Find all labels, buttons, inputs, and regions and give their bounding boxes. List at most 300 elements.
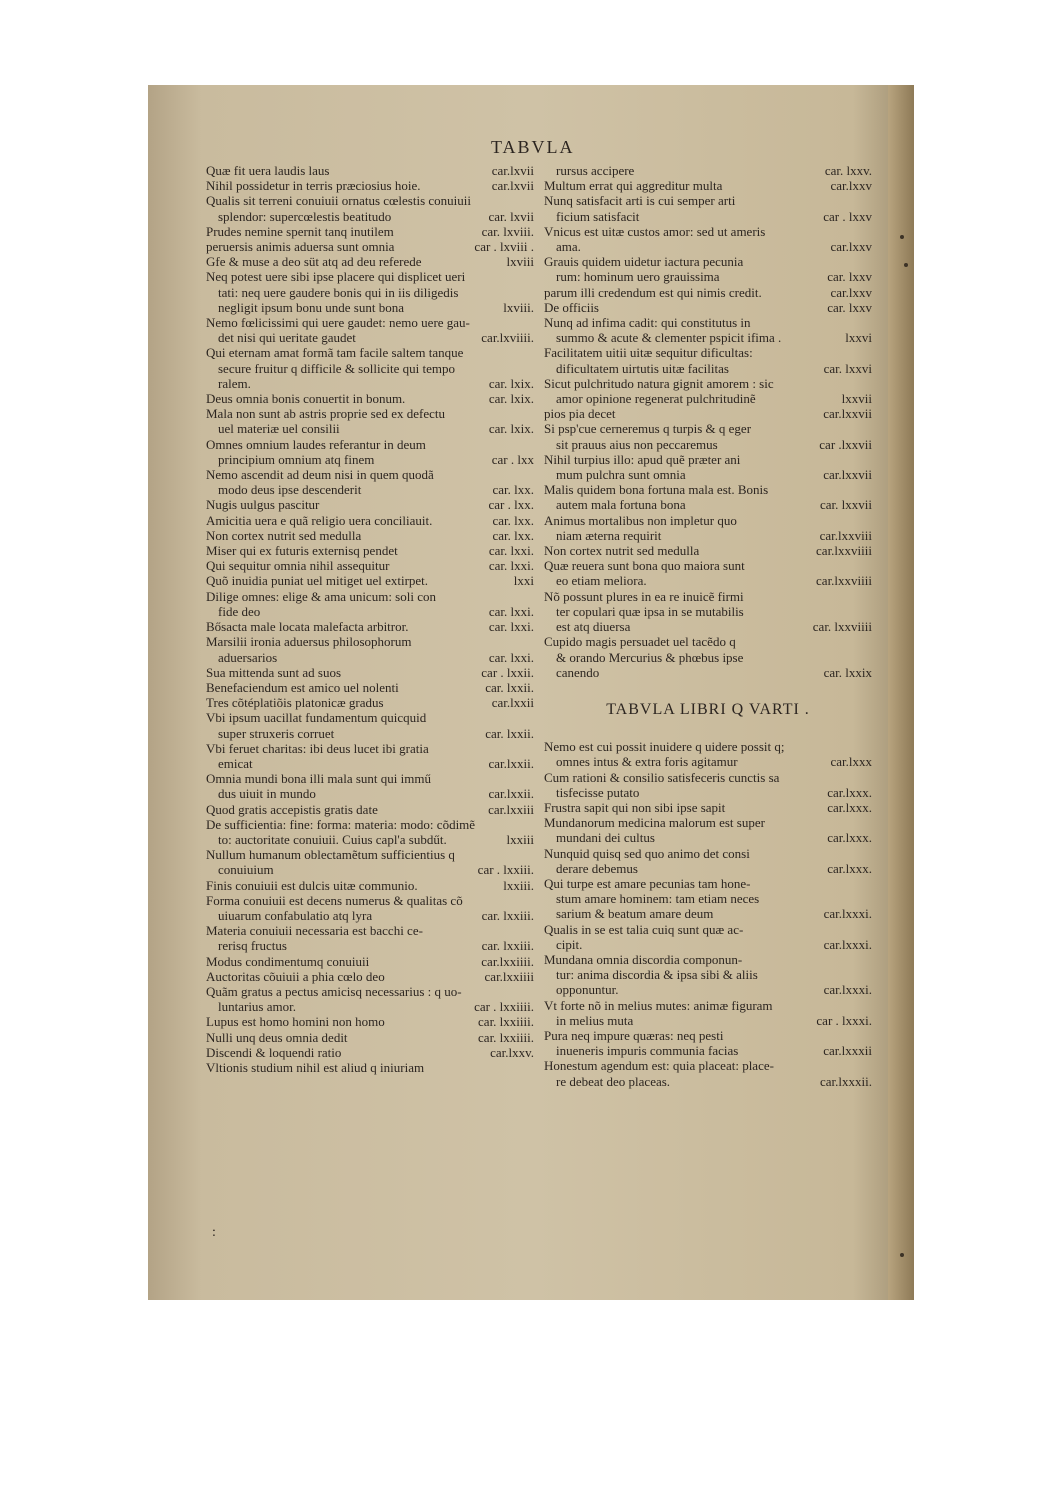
entry-text: in melius muta: [556, 1012, 634, 1028]
entry-folio-ref: car . lxxiiii.: [474, 999, 534, 1015]
index-entry: [206, 938, 534, 953]
index-entry: [206, 376, 534, 391]
index-entry: [544, 391, 872, 406]
index-entry: [544, 800, 872, 815]
index-entry: [206, 239, 534, 254]
index-entry: [544, 421, 872, 436]
index-entry: [544, 193, 872, 208]
entry-text: Malis quidem bona fortuna mala est. Bonis: [544, 482, 769, 498]
entry-text: Vltionis studium nihil est aliud q iniuriam: [206, 1059, 425, 1075]
entry-text: Qualis sit terreni conuiuii ornatus cœlestis conuiuii: [206, 193, 472, 209]
entry-folio-ref: lxxvi: [845, 330, 872, 346]
index-entry: [544, 982, 872, 997]
entry-text: De officiis: [544, 299, 599, 315]
index-entry: [544, 300, 872, 315]
index-entry: [544, 285, 872, 300]
entry-folio-ref: car. lxxii.: [485, 725, 534, 741]
entry-folio-ref: car. lxxi.: [488, 619, 534, 635]
index-entry: [206, 1045, 534, 1060]
entry-text: Cupido magis persuadet uel tacẽdo q: [544, 634, 736, 650]
index-entry: [544, 558, 872, 573]
index-entry: [544, 785, 872, 800]
index-entry: [206, 1060, 534, 1075]
index-entry: [206, 695, 534, 710]
entry-text: Mundana omnia discordia componun-: [544, 951, 743, 967]
entry-text: rum: hominum uero grauissima: [556, 269, 720, 285]
entry-folio-ref: car . lxxiii.: [477, 862, 534, 878]
index-entry: [544, 315, 872, 330]
index-entry: [544, 906, 872, 921]
index-entry: [206, 893, 534, 908]
entry-text: Vbi feruet charitas: ibi deus lucet ibi gratia: [206, 740, 429, 756]
index-entry: [206, 619, 534, 634]
entry-text: Nemo ascendit ad deum nisi in quem quodã: [206, 467, 434, 483]
entry-text: dus uiuit in mundo: [218, 786, 316, 802]
index-entry: [544, 891, 872, 906]
entry-text: Pura neq impure quæras: neq pesti: [544, 1027, 724, 1043]
index-entry: [206, 573, 534, 588]
entry-folio-ref: car.lxxxi.: [823, 982, 872, 998]
entry-text: Nunq ad infima cadit: qui constitutus in: [544, 315, 751, 331]
entry-text: Nulli unq deus omnia dedit: [206, 1029, 348, 1045]
entry-text: sit prauus aius non peccaremus: [556, 436, 718, 452]
index-entry: [206, 862, 534, 877]
index-entry: [544, 330, 872, 345]
entry-text: Nemo fœlicissimi qui uere gaudet: nemo uere gau-: [206, 315, 470, 331]
entry-text: principium omnium atq finem: [218, 451, 375, 467]
entry-text: aduersarios: [218, 649, 278, 665]
index-entry: [206, 361, 534, 376]
entry-folio-ref: car. lxxiiii.: [478, 1014, 534, 1030]
index-entry: [206, 756, 534, 771]
entry-text: derare debemus: [556, 860, 638, 876]
entry-folio-ref: lxxi: [513, 573, 534, 589]
index-entry: [544, 1028, 872, 1043]
entry-folio-ref: car.lxxv.: [490, 1044, 534, 1060]
entry-text: Miser qui ex futuris externisq pendet: [206, 543, 398, 559]
index-entry: [206, 665, 534, 680]
entry-folio-ref: car.lxxxii: [823, 1043, 872, 1059]
entry-text: ter copulari quæ ipsa in se mutabilis: [556, 603, 744, 619]
entry-folio-ref: car . lxxv: [823, 208, 872, 224]
entry-text: Multum errat qui aggreditur multa: [544, 178, 723, 194]
entry-folio-ref: car. lxxi.: [488, 543, 534, 559]
entry-text: Nõ possunt plures in ea re inuicẽ firmi: [544, 588, 744, 604]
entry-text: Discendi & loquendi ratio: [206, 1044, 342, 1060]
index-entry: [544, 437, 872, 452]
index-entry: [206, 680, 534, 695]
index-entry: [544, 209, 872, 224]
entry-folio-ref: car. lxxix: [823, 664, 872, 680]
index-entry: [544, 361, 872, 376]
entry-folio-ref: car.lxxiii: [488, 801, 534, 817]
index-entry: [544, 876, 872, 891]
index-entry: [544, 634, 872, 649]
index-entry: [206, 741, 534, 756]
index-entry: [544, 998, 872, 1013]
entry-text: De sufficientia: fine: forma: materia: modo: cõdimẽ: [206, 816, 476, 832]
entry-text: tisfecisse putato: [556, 784, 640, 800]
index-entry: [544, 846, 872, 861]
entry-text: Auctoritas cõuiuii a phia cœlo deo: [206, 968, 385, 984]
spine-mark: [900, 1253, 904, 1257]
entry-folio-ref: car. lxxvii: [820, 497, 872, 513]
index-entry: [544, 467, 872, 482]
entry-folio-ref: car.lxxx.: [827, 799, 872, 815]
entry-folio-ref: car. lxxviiii: [812, 619, 872, 635]
entry-folio-ref: car.lxxx.: [827, 860, 872, 876]
index-entry: [206, 528, 534, 543]
entry-folio-ref: car. lxxv: [827, 269, 872, 285]
entry-text: amor opinione regenerat pulchritudinẽ: [556, 391, 756, 407]
entry-text: Nullum humanum oblectamẽtum sufficientius q: [206, 847, 455, 863]
entry-folio-ref: car . lxx: [491, 451, 534, 467]
entry-text: Nugis uulgus pascitur: [206, 497, 320, 513]
entry-folio-ref: car . lxxii.: [481, 664, 534, 680]
entry-text: Grauis quidem uidetur iactura pecunia: [544, 254, 744, 270]
entry-folio-ref: car.lxxviiii: [816, 543, 872, 559]
entry-folio-ref: car.lxxxii.: [820, 1073, 872, 1089]
entry-text: re debeat deo placeas.: [556, 1073, 671, 1089]
page-title: TABVLA: [491, 137, 575, 157]
index-entry: [206, 178, 534, 193]
index-entry: [206, 786, 534, 801]
index-entry: [544, 1013, 872, 1028]
entry-text: Forma conuiuii est decens numerus & qualitas cõ: [206, 892, 463, 908]
entry-text: splendor: supercœlestis beatitudo: [218, 208, 392, 224]
entry-folio-ref: car .lxxvii: [819, 436, 872, 452]
entry-text: Nihil turpius illo: apud quẽ præter ani: [544, 451, 741, 467]
entry-text: Qui turpe est amare pecunias tam hone-: [544, 875, 751, 891]
index-entry: [544, 922, 872, 937]
index-entry: [544, 1074, 872, 1089]
book-page: [148, 85, 914, 1300]
entry-folio-ref: lxxiii: [506, 831, 534, 847]
right-index-column: [544, 163, 872, 1089]
index-entry: [206, 193, 534, 208]
index-entry: [544, 619, 872, 634]
entry-folio-ref: car.lxviiii.: [481, 330, 534, 346]
entry-folio-ref: car. lxvii: [488, 208, 534, 224]
spine-mark: [904, 263, 908, 267]
entry-text: Omnes omnium laudes referantur in deum: [206, 436, 426, 452]
index-entry: [206, 269, 534, 284]
entry-text: Mala non sunt ab astris proprie sed ex defectu: [206, 406, 445, 422]
index-entry: [206, 543, 534, 558]
index-entry: [544, 573, 872, 588]
entry-text: Qui eternam amat formã tam facile saltem tanque: [206, 345, 464, 361]
entry-folio-ref: car. lxx.: [492, 512, 534, 528]
entry-folio-ref: car.lxxx.: [827, 784, 872, 800]
index-entry: [206, 817, 534, 832]
entry-folio-ref: car.lxxii: [491, 695, 534, 711]
entry-text: Nunquid quisq sed quo animo det consi: [544, 845, 750, 861]
entry-text: omnes intus & extra foris agitamur: [556, 754, 738, 770]
entry-folio-ref: car. lxxi.: [488, 603, 534, 619]
entry-text: Frustra sapit qui non sibi ipse sapit: [544, 799, 726, 815]
index-entry: [206, 300, 534, 315]
entry-text: rerisq fructus: [218, 938, 287, 954]
entry-text: cipit.: [556, 936, 583, 952]
index-entry: [544, 345, 872, 360]
entry-text: tati: neq uere gaudere bonis qui in iis diligedis: [218, 284, 459, 300]
index-entry: [206, 513, 534, 528]
index-entry: [544, 497, 872, 512]
index-entry: [544, 269, 872, 284]
index-entry: [544, 406, 872, 421]
index-entry: [544, 178, 872, 193]
entry-text: inueneris impuris communia facias: [556, 1043, 739, 1059]
entry-folio-ref: lxxvii: [841, 391, 872, 407]
entry-text: Tres cõtéplatiõis platonicæ gradus: [206, 695, 384, 711]
index-entry: [206, 467, 534, 482]
entry-folio-ref: car. lxxiii.: [481, 907, 534, 923]
entry-folio-ref: car.lxxiiii.: [481, 953, 534, 969]
entry-folio-ref: car.lxxvii: [823, 467, 872, 483]
index-entry: [544, 254, 872, 269]
left-index-column: [206, 163, 534, 1075]
index-entry: [544, 830, 872, 845]
entry-text: Non cortex nutrit sed medulla: [544, 543, 700, 559]
entry-text: Materia conuiuii necessaria est bacchi ce-: [206, 923, 423, 939]
entry-text: fide deo: [218, 603, 261, 619]
entry-folio-ref: lxviii.: [503, 299, 534, 315]
index-entry: [544, 952, 872, 967]
index-entry: [206, 482, 534, 497]
entry-text: Si psp'cue cerneremus q turpis & q eger: [544, 421, 752, 437]
entry-text: eo etiam meliora.: [556, 573, 647, 589]
index-entry: [206, 163, 534, 178]
entry-folio-ref: car.lxxiiii: [484, 968, 534, 984]
index-entry: [206, 1014, 534, 1029]
index-entry: [206, 847, 534, 862]
index-entry: [544, 513, 872, 528]
entry-folio-ref: car.lxxxi.: [823, 906, 872, 922]
index-entry: [544, 815, 872, 830]
index-entry: [206, 984, 534, 999]
entry-text: uel materiæ uel consilii: [218, 421, 340, 437]
index-entry: [206, 315, 534, 330]
entry-text: Finis conuiuii est dulcis uitæ communio.: [206, 877, 418, 893]
index-entry: [206, 771, 534, 786]
index-entry: [206, 726, 534, 741]
entry-text: Gfe & muse a deo süt atq ad deu referede: [206, 254, 422, 270]
entry-text: tur: anima discordia & ipsa sibi & aliis: [556, 967, 758, 983]
entry-text: Qui sequitur omnia nihil assequitur: [206, 558, 390, 574]
entry-text: Nemo est cui possit inuidere q uidere possit q;: [544, 739, 785, 755]
entry-text: Benefaciendum est amico uel nolenti: [206, 679, 399, 695]
entry-folio-ref: car.lxxv: [830, 284, 872, 300]
entry-folio-ref: car.lxxv: [830, 178, 872, 194]
entry-text: Quæ fit uera laudis laus: [206, 163, 330, 178]
entry-text: est atq diuersa: [556, 619, 631, 635]
entry-folio-ref: car.lxxviiii: [816, 573, 872, 589]
entry-folio-ref: car. lxix.: [488, 391, 534, 407]
index-entry: [544, 937, 872, 952]
entry-text: dificultatem uirtutis uitæ facilitas: [556, 360, 729, 376]
entry-text: Deus omnia bonis conuertit in bonum.: [206, 391, 406, 407]
right-index-bottom: [544, 739, 872, 1089]
entry-text: Vt forte nõ in melius mutes: animæ figuram: [544, 997, 773, 1013]
entry-text: Quãm gratus a pectus amicisq necessarius : q uo-: [206, 983, 462, 999]
entry-text: Marsilii ironia aduersus philosophorum: [206, 634, 412, 650]
entry-text: Mundanorum medicina malorum est super: [544, 815, 765, 831]
index-entry: [206, 254, 534, 269]
entry-folio-ref: car. lxxii.: [485, 679, 534, 695]
entry-text: ralem.: [218, 375, 251, 391]
index-entry: [206, 589, 534, 604]
index-entry: [544, 589, 872, 604]
entry-text: Neq potest uere sibi ipse placere qui displicet ueri: [206, 269, 466, 285]
entry-text: ficium satisfacit: [556, 208, 640, 224]
entry-text: Omnia mundi bona illi mala sunt qui immű: [206, 771, 431, 787]
entry-folio-ref: car. lxix.: [488, 421, 534, 437]
index-entry: [206, 954, 534, 969]
entry-text: Lupus est homo homini non homo: [206, 1014, 385, 1030]
index-entry: [206, 285, 534, 300]
entry-text: rursus accipere: [556, 163, 635, 178]
index-entry: [544, 754, 872, 769]
spine-mark: [900, 235, 904, 239]
index-entry: [206, 1030, 534, 1045]
entry-text: Bősacta male locata malefacta arbitror.: [206, 619, 409, 635]
entry-folio-ref: car.lxxviii: [819, 527, 872, 543]
index-entry: [206, 391, 534, 406]
entry-folio-ref: car.lxxx.: [827, 830, 872, 846]
index-entry: [544, 650, 872, 665]
entry-folio-ref: car.lxxv: [830, 239, 872, 255]
entry-folio-ref: car.lxxii.: [488, 786, 534, 802]
entry-folio-ref: car. lxviii.: [481, 223, 534, 239]
entry-text: Quod gratis accepistis gratis date: [206, 801, 378, 817]
index-entry: [544, 163, 872, 178]
entry-text: emicat: [218, 755, 253, 771]
entry-folio-ref: car . lxx.: [488, 497, 534, 513]
entry-folio-ref: lxxiii.: [503, 877, 534, 893]
index-entry: [544, 770, 872, 785]
index-entry: [206, 908, 534, 923]
entry-text: mum pulchra sunt omnia: [556, 467, 686, 483]
index-entry: [544, 482, 872, 497]
index-entry: [206, 421, 534, 436]
index-entry: [206, 437, 534, 452]
index-entry: [206, 832, 534, 847]
entry-folio-ref: car.lxvii: [491, 163, 534, 178]
entry-text: Amicitia uera e quã religio uera conciliauit.: [206, 512, 433, 528]
entry-text: Facilitatem uitii uitæ sequitur dificultas:: [544, 345, 753, 361]
index-entry: [206, 634, 534, 649]
entry-text: & orando Mercurius & phœbus ipse: [556, 649, 744, 665]
entry-folio-ref: car. lxxiiii.: [478, 1029, 534, 1045]
entry-text: parum illi credendum est qui nimis credit.: [544, 284, 762, 300]
entry-text: canendo: [556, 664, 600, 680]
entry-text: Dilige omnes: elige & ama unicum: soli con: [206, 588, 436, 604]
index-entry: [206, 330, 534, 345]
entry-text: Cum rationi & consilio satisfeceris cunctis sa: [544, 769, 780, 785]
entry-text: Sua mittenda sunt ad suos: [206, 664, 342, 680]
index-entry: [544, 224, 872, 239]
entry-folio-ref: lxviii: [506, 254, 534, 270]
entry-folio-ref: car. lxix.: [488, 375, 534, 391]
entry-text: det nisi qui ueritate gaudet: [218, 330, 356, 346]
entry-text: modo deus ipse descenderit: [218, 482, 362, 498]
entry-text: Animus mortalibus non impletur quo: [544, 512, 737, 528]
index-entry: [206, 802, 534, 817]
index-entry: [206, 969, 534, 984]
entry-text: Modus condimentumq conuiuii: [206, 953, 370, 969]
entry-folio-ref: car. lxx.: [492, 482, 534, 498]
entry-text: niam æterna requirit: [556, 527, 662, 543]
entry-folio-ref: car.lxxvii: [823, 406, 872, 422]
entry-text: sarium & beatum amare deum: [556, 906, 714, 922]
index-entry: [206, 923, 534, 938]
index-entry: [544, 1043, 872, 1058]
entry-text: mundani dei cultus: [556, 830, 655, 846]
index-entry: [206, 345, 534, 360]
index-entry: [206, 209, 534, 224]
entry-folio-ref: car.lxxxi.: [823, 936, 872, 952]
entry-folio-ref: car.lxvii: [491, 178, 534, 194]
index-entry: [206, 710, 534, 725]
entry-text: Nihil possidetur in terris præciosius hoie.: [206, 178, 421, 194]
entry-text: Prudes nemine spernit tanq inutilem: [206, 223, 394, 239]
entry-text: Vnicus est uitæ custos amor: sed ut ameris: [544, 223, 766, 239]
entry-text: autem mala fortuna bona: [556, 497, 686, 513]
index-entry: [544, 543, 872, 558]
index-entry: [206, 558, 534, 573]
index-entry: [544, 239, 872, 254]
index-entry: [544, 739, 872, 754]
section-heading: TABVLA LIBRI Q VARTI .: [606, 700, 810, 718]
entry-folio-ref: car. lxxv.: [824, 163, 872, 178]
index-entry: [206, 650, 534, 665]
bottom-mark: :: [212, 1225, 216, 1240]
index-entry: [544, 604, 872, 619]
index-entry: [206, 497, 534, 512]
entry-text: uiuarum confabulatio atq lyra: [218, 907, 373, 923]
entry-folio-ref: car. lxxi.: [488, 649, 534, 665]
index-entry: [206, 224, 534, 239]
entry-text: Non cortex nutrit sed medulla: [206, 527, 362, 543]
entry-text: ama.: [556, 239, 581, 255]
entry-folio-ref: car . lxxxi.: [816, 1012, 872, 1028]
index-entry: [206, 999, 534, 1014]
index-entry: [206, 878, 534, 893]
index-entry: [544, 376, 872, 391]
entry-text: Vbi ipsum uacillat fundamentum quicquid: [206, 710, 427, 726]
index-entry: [544, 665, 872, 680]
entry-text: peruersis animis aduersa sunt omnia: [206, 239, 395, 255]
index-entry: [544, 452, 872, 467]
index-entry: [206, 604, 534, 619]
entry-text: stum amare hominem: tam etiam neces: [556, 891, 760, 907]
entry-folio-ref: car. lxxvi: [823, 360, 872, 376]
index-entry: [544, 861, 872, 876]
index-entry: [544, 528, 872, 543]
index-entry: [206, 406, 534, 421]
right-index-top: [544, 163, 872, 680]
entry-text: Honestum agendum est: quia placeat: place-: [544, 1058, 774, 1074]
entry-folio-ref: car. lxxi.: [488, 558, 534, 574]
entry-text: super struxeris corruet: [218, 725, 335, 741]
entry-text: summo & acute & clementer pspicit ifima .: [556, 330, 782, 346]
entry-folio-ref: car.lxxx: [830, 754, 872, 770]
index-entry: [206, 452, 534, 467]
entry-folio-ref: car. lxx.: [492, 527, 534, 543]
entry-text: secure fruitur q difficile & sollicite qui tempo: [218, 360, 455, 376]
book-spine: [888, 85, 914, 1300]
entry-folio-ref: car. lxxiii.: [481, 938, 534, 954]
